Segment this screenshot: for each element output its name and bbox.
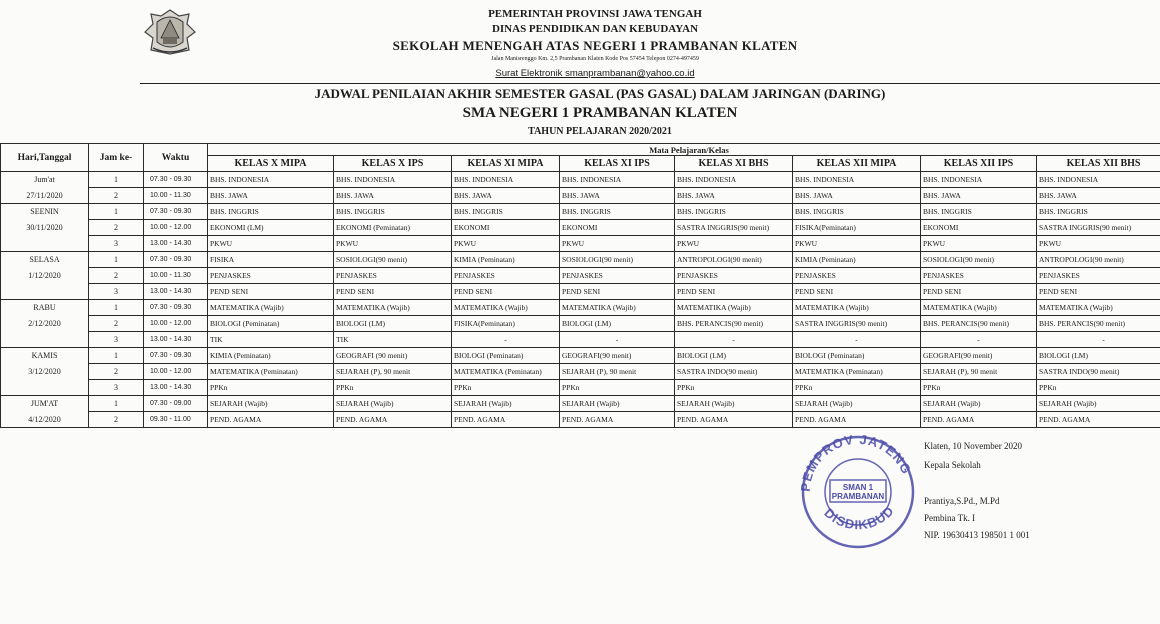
cell-subject: PKWU	[334, 236, 452, 252]
table-row	[1, 236, 1160, 252]
cell-subject: MATEMATIKA (Wajib)	[1037, 300, 1160, 316]
cell-subject: GEOGRAFI(90 menit)	[560, 348, 675, 364]
table-row	[1, 204, 1160, 220]
cell-day-date: 1/12/2020	[1, 268, 89, 284]
cell-jam: 3	[89, 380, 144, 396]
table-header-row	[1, 144, 1160, 156]
cell-waktu: 09.30 - 11.00	[144, 412, 208, 428]
cell-subject: SEJARAH (P), 90 menit	[334, 364, 452, 380]
table-row	[1, 188, 1160, 204]
cell-subject: PPKn	[675, 380, 793, 396]
cell-day-date: 27/11/2020	[1, 188, 89, 204]
cell-subject: PPKn	[452, 380, 560, 396]
col-header-class: KELAS XII IPS	[921, 156, 1037, 172]
cell-subject: SEJARAH (Wajib)	[793, 396, 921, 412]
stamp-bottom-text: DISDIKBUD	[821, 502, 898, 533]
cell-subject: PKWU	[208, 236, 334, 252]
cell-subject: PKWU	[1037, 236, 1160, 252]
cell-subject: PPKn	[208, 380, 334, 396]
cell-jam: 3	[89, 236, 144, 252]
cell-subject: SEJARAH (Wajib)	[208, 396, 334, 412]
cell-day-date	[1, 332, 89, 348]
table-row	[1, 396, 1160, 412]
cell-subject: BHS. INGGRIS	[921, 204, 1037, 220]
cell-jam: 1	[89, 300, 144, 316]
cell-subject: BHS. INDONESIA	[452, 172, 560, 188]
cell-subject: BIOLOGI (LM)	[560, 316, 675, 332]
cell-subject: PENJASKES	[208, 268, 334, 284]
col-header-class: KELAS XII MIPA	[793, 156, 921, 172]
cell-subject: SOSIOLOGI(90 menit)	[334, 252, 452, 268]
cell-subject: PKWU	[793, 236, 921, 252]
cell-day-date	[1, 380, 89, 396]
cell-subject: BHS. JAWA	[208, 188, 334, 204]
cell-subject: PENJASKES	[675, 268, 793, 284]
cell-subject: ANTROPOLOGI(90 menit)	[675, 252, 793, 268]
cell-waktu: 07.30 - 09.30	[144, 172, 208, 188]
cell-subject: -	[793, 332, 921, 348]
cell-subject: BHS. JAWA	[793, 188, 921, 204]
cell-day-date	[1, 284, 89, 300]
cell-jam: 1	[89, 172, 144, 188]
cell-subject: PKWU	[560, 236, 675, 252]
col-header-class: KELAS XI MIPA	[452, 156, 560, 172]
cell-subject: KIMIA (Peminatan)	[793, 252, 921, 268]
signature-rank: Pembina Tk. I	[924, 513, 976, 523]
cell-subject: BHS. INGGRIS	[452, 204, 560, 220]
cell-subject: PENJASKES	[334, 268, 452, 284]
cell-subject: SASTRA INDO(90 menit)	[1037, 364, 1160, 380]
cell-subject: PEND SENI	[675, 284, 793, 300]
cell-waktu: 07.30 - 09.30	[144, 300, 208, 316]
cell-subject: MATEMATIKA (Wajib)	[208, 300, 334, 316]
cell-subject: BHS. JAWA	[675, 188, 793, 204]
cell-subject: MATEMATIKA (Wajib)	[793, 300, 921, 316]
svg-text:DISDIKBUD	[821, 503, 897, 533]
table-row	[1, 380, 1160, 396]
cell-subject: PEND SENI	[452, 284, 560, 300]
cell-subject: BHS. PERANCIS(90 menit)	[1037, 316, 1160, 332]
signature-nip: NIP. 19630413 198501 1 001	[924, 530, 1030, 540]
stamp-center-line2: PRAMBANAN	[831, 492, 885, 501]
cell-subject: MATEMATIKA (Peminatan)	[793, 364, 921, 380]
cell-subject: BHS. PERANCIS(90 menit)	[675, 316, 793, 332]
cell-subject: FISIKA	[208, 252, 334, 268]
cell-subject: ANTROPOLOGI(90 menit)	[1037, 252, 1160, 268]
cell-waktu: 10.00 - 12.00	[144, 220, 208, 236]
cell-subject: PENJASKES	[793, 268, 921, 284]
cell-jam: 2	[89, 188, 144, 204]
header-school-name: SEKOLAH MENENGAH ATAS NEGERI 1 PRAMBANAN KLATEN	[392, 38, 798, 53]
cell-subject: PPKn	[793, 380, 921, 396]
cell-day-date: 4/12/2020	[1, 412, 89, 428]
cell-subject: PEND. AGAMA	[452, 412, 560, 428]
cell-subject: PEND SENI	[334, 284, 452, 300]
cell-subject: SASTRA INGGRIS(90 menit)	[1037, 220, 1160, 236]
cell-subject: PPKn	[921, 380, 1037, 396]
cell-subject: SEJARAH (Wajib)	[334, 396, 452, 412]
cell-subject: BHS. INDONESIA	[1037, 172, 1160, 188]
col-header-class: KELAS XI BHS	[675, 156, 793, 172]
cell-subject: MATEMATIKA (Peminatan)	[452, 364, 560, 380]
cell-subject: PPKn	[1037, 380, 1160, 396]
cell-subject: PEND. AGAMA	[921, 412, 1037, 428]
cell-subject: PENJASKES	[452, 268, 560, 284]
cell-subject: SASTRA INGGRIS(90 menit)	[675, 220, 793, 236]
header-department: DINAS PENDIDIKAN DAN KEBUDAYAN	[491, 23, 699, 35]
cell-subject: TIK	[334, 332, 452, 348]
cell-subject: BHS. INDONESIA	[921, 172, 1037, 188]
col-header-jam: Jam ke-	[89, 144, 144, 172]
col-header-class: KELAS XI IPS	[560, 156, 675, 172]
cell-subject: SOSIOLOGI(90 menit)	[921, 252, 1037, 268]
table-row	[1, 348, 1160, 364]
cell-subject: PEND SENI	[793, 284, 921, 300]
cell-subject: -	[675, 332, 793, 348]
table-row	[1, 316, 1160, 332]
cell-subject: SASTRA INDO(90 menit)	[675, 364, 793, 380]
cell-waktu: 07.30 - 09.30	[144, 204, 208, 220]
cell-waktu: 07.30 - 09.00	[144, 396, 208, 412]
cell-subject: PEND SENI	[208, 284, 334, 300]
cell-subject: BHS. INDONESIA	[208, 172, 334, 188]
cell-subject: -	[560, 332, 675, 348]
cell-subject: BIOLOGI (Peminatan)	[208, 316, 334, 332]
cell-waktu: 07.30 - 09.30	[144, 252, 208, 268]
cell-day-date: JUM'AT	[1, 396, 89, 412]
cell-subject: PEND. AGAMA	[1037, 412, 1160, 428]
cell-subject: BHS. JAWA	[334, 188, 452, 204]
table-row	[1, 412, 1160, 428]
cell-day-date: 3/12/2020	[1, 364, 89, 380]
cell-subject: PKWU	[452, 236, 560, 252]
header-government: PEMERINTAH PROVINSI JAWA TENGAH	[488, 8, 702, 20]
cell-jam: 2	[89, 268, 144, 284]
col-header-mapel: Mata Pelajaran/Kelas	[208, 144, 1160, 156]
cell-subject: BHS. INGGRIS	[560, 204, 675, 220]
col-header-class: KELAS XII BHS	[1037, 156, 1160, 172]
cell-jam: 2	[89, 316, 144, 332]
cell-subject: PEND SENI	[1037, 284, 1160, 300]
signature-place-date: Klaten, 10 November 2020	[924, 441, 1022, 451]
cell-subject: BHS. INGGRIS	[334, 204, 452, 220]
cell-subject: GEOGRAFI (90 menit)	[334, 348, 452, 364]
table-row	[1, 364, 1160, 380]
cell-jam: 1	[89, 348, 144, 364]
cell-waktu: 10.00 - 11.30	[144, 268, 208, 284]
table-row	[1, 172, 1160, 188]
cell-subject: PEND. AGAMA	[560, 412, 675, 428]
schedule-year: TAHUN PELAJARAN 2020/2021	[528, 126, 672, 137]
col-header-day: Hari,Tanggal	[1, 144, 89, 172]
cell-subject: -	[921, 332, 1037, 348]
cell-day-date: SELASA	[1, 252, 89, 268]
cell-waktu: 10.00 - 12.00	[144, 364, 208, 380]
cell-day-date	[1, 236, 89, 252]
cell-jam: 1	[89, 252, 144, 268]
cell-subject: -	[1037, 332, 1160, 348]
cell-jam: 2	[89, 364, 144, 380]
cell-subject: SEJARAH (Wajib)	[921, 396, 1037, 412]
schedule-school: SMA NEGERI 1 PRAMBANAN KLATEN	[462, 105, 738, 121]
header-divider	[140, 83, 1160, 84]
cell-subject: EKONOMI	[921, 220, 1037, 236]
cell-jam: 2	[89, 220, 144, 236]
signature-role: Kepala Sekolah	[924, 460, 981, 470]
cell-subject: BHS. INGGRIS	[793, 204, 921, 220]
header-address: Jalan Manisrenggo Km. 2,5 Prambanan Klaten Kode Pos 57454 Telepon 0274-497459	[491, 56, 699, 62]
cell-subject: BHS. INDONESIA	[560, 172, 675, 188]
cell-subject: SEJARAH (Wajib)	[675, 396, 793, 412]
cell-subject: BIOLOGI (LM)	[1037, 348, 1160, 364]
cell-waktu: 13.00 - 14.30	[144, 284, 208, 300]
school-stamp	[788, 430, 928, 550]
cell-subject: PENJASKES	[921, 268, 1037, 284]
cell-subject: MATEMATIKA (Wajib)	[921, 300, 1037, 316]
cell-subject: EKONOMI (Peminatan)	[334, 220, 452, 236]
cell-subject: PENJASKES	[1037, 268, 1160, 284]
header-email: Surat Elektronik smanprambanan@yahoo.co.id	[495, 68, 695, 79]
cell-subject: GEOGRAFI(90 menit)	[921, 348, 1037, 364]
stamp-top-text: PEMPROV JATENG	[797, 431, 915, 493]
cell-subject: BHS. INDONESIA	[675, 172, 793, 188]
cell-subject: PPKn	[560, 380, 675, 396]
cell-subject: PKWU	[921, 236, 1037, 252]
cell-subject: PKWU	[675, 236, 793, 252]
cell-subject: -	[452, 332, 560, 348]
cell-jam: 1	[89, 204, 144, 220]
cell-jam: 3	[89, 332, 144, 348]
cell-subject: PPKn	[334, 380, 452, 396]
cell-subject: BHS. INGGRIS	[675, 204, 793, 220]
cell-subject: BHS. JAWA	[921, 188, 1037, 204]
table-row	[1, 284, 1160, 300]
cell-waktu: 13.00 - 14.30	[144, 380, 208, 396]
cell-subject: MATEMATIKA (Wajib)	[675, 300, 793, 316]
table-row	[1, 300, 1160, 316]
cell-subject: FISIKA(Peminatan)	[793, 220, 921, 236]
cell-subject: PEND SENI	[560, 284, 675, 300]
exam-schedule-table	[0, 143, 1160, 428]
cell-waktu: 13.00 - 14.30	[144, 236, 208, 252]
cell-jam: 3	[89, 284, 144, 300]
cell-subject: KIMIA (Peminatan)	[208, 348, 334, 364]
cell-day-date: RABU	[1, 300, 89, 316]
cell-subject: EKONOMI	[560, 220, 675, 236]
cell-waktu: 10.00 - 11.30	[144, 188, 208, 204]
cell-subject: SASTRA INGGRIS(90 menit)	[793, 316, 921, 332]
cell-subject: EKONOMI (LM)	[208, 220, 334, 236]
cell-subject: BIOLOGI (Peminatan)	[452, 348, 560, 364]
col-header-class: KELAS X MIPA	[208, 156, 334, 172]
cell-subject: BHS. JAWA	[452, 188, 560, 204]
cell-subject: SEJARAH (Wajib)	[560, 396, 675, 412]
cell-day-date: 2/12/2020	[1, 316, 89, 332]
cell-subject: MATEMATIKA (Wajib)	[560, 300, 675, 316]
table-row	[1, 268, 1160, 284]
schedule-title: JADWAL PENILAIAN AKHIR SEMESTER GASAL (PAS GASAL) DALAM JARINGAN (DARING)	[314, 86, 886, 101]
cell-waktu: 07.30 - 09.30	[144, 348, 208, 364]
cell-subject: SEJARAH (P), 90 menit	[560, 364, 675, 380]
cell-subject: PEND. AGAMA	[675, 412, 793, 428]
cell-day-date: 30/11/2020	[1, 220, 89, 236]
cell-subject: FISIKA(Peminatan)	[452, 316, 560, 332]
cell-subject: BIOLOGI (LM)	[334, 316, 452, 332]
cell-waktu: 13.00 - 14.30	[144, 332, 208, 348]
cell-subject: TIK	[208, 332, 334, 348]
cell-subject: BIOLOGI (Peminatan)	[793, 348, 921, 364]
cell-subject: MATEMATIKA (Wajib)	[334, 300, 452, 316]
cell-subject: BHS. INDONESIA	[793, 172, 921, 188]
table-row	[1, 252, 1160, 268]
cell-jam: 2	[89, 412, 144, 428]
cell-subject: SEJARAH (P), 90 menit	[921, 364, 1037, 380]
cell-subject: KIMIA (Peminatan)	[452, 252, 560, 268]
cell-day-date: Jum'at	[1, 172, 89, 188]
cell-subject: BHS. PERANCIS(90 menit)	[921, 316, 1037, 332]
stamp-center-line1: SMAN 1	[842, 483, 874, 492]
table-row	[1, 220, 1160, 236]
cell-subject: SEJARAH (Wajib)	[1037, 396, 1160, 412]
cell-subject: BHS. INDONESIA	[334, 172, 452, 188]
cell-subject: MATEMATIKA (Peminatan)	[208, 364, 334, 380]
cell-day-date: SEENIN	[1, 204, 89, 220]
cell-subject: PEND. AGAMA	[793, 412, 921, 428]
col-header-class: KELAS X IPS	[334, 156, 452, 172]
cell-subject: BHS. INGGRIS	[1037, 204, 1160, 220]
table-row	[1, 332, 1160, 348]
cell-subject: PEND. AGAMA	[334, 412, 452, 428]
cell-subject: SOSIOLOGI(90 menit)	[560, 252, 675, 268]
cell-jam: 1	[89, 396, 144, 412]
cell-subject: BHS. JAWA	[1037, 188, 1160, 204]
cell-subject: BIOLOGI (LM)	[675, 348, 793, 364]
cell-subject: MATEMATIKA (Wajib)	[452, 300, 560, 316]
cell-subject: BHS. INGGRIS	[208, 204, 334, 220]
col-header-waktu: Waktu	[144, 144, 208, 172]
cell-waktu: 10.00 - 12.00	[144, 316, 208, 332]
signature-name: Prantiya,S.Pd., M.Pd	[924, 496, 1000, 506]
cell-subject: BHS. JAWA	[560, 188, 675, 204]
cell-subject: PEND SENI	[921, 284, 1037, 300]
cell-day-date: KAMIS	[1, 348, 89, 364]
cell-subject: EKONOMI	[452, 220, 560, 236]
cell-subject: PEND. AGAMA	[208, 412, 334, 428]
cell-subject: SEJARAH (Wajib)	[452, 396, 560, 412]
cell-subject: PENJASKES	[560, 268, 675, 284]
